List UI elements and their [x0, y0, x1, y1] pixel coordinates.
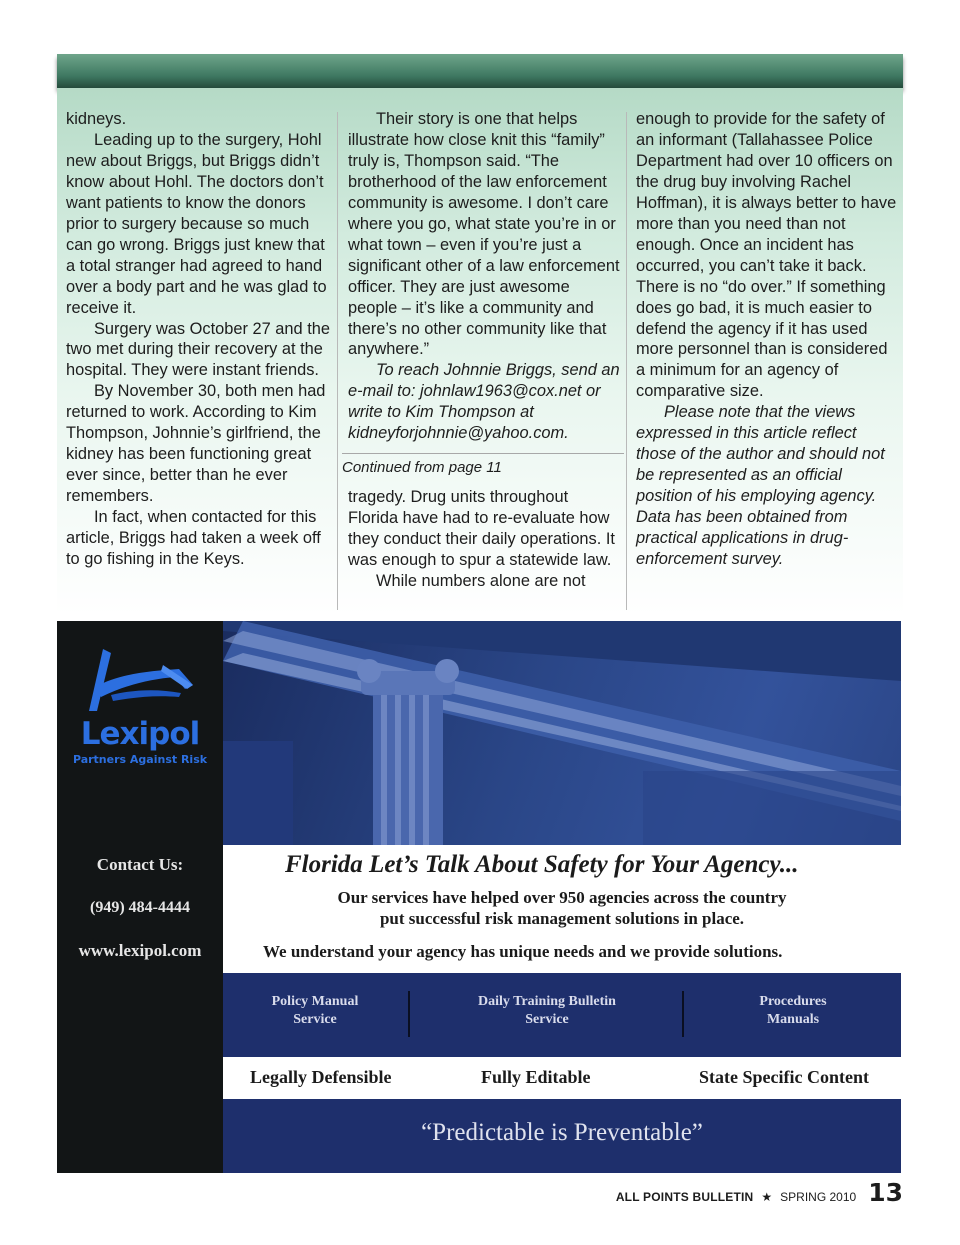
service-label: Service [293, 1012, 337, 1027]
paragraph: tragedy. Drug units throughout Florida have had to re-evaluate how they conduct their daily operations. It was enough to spur a statewide law. [348, 488, 615, 570]
header-band [57, 54, 903, 88]
slogan-bar [223, 1099, 901, 1173]
contact-heading: Contact Us: [96, 855, 184, 874]
paragraph: Leading up to the surgery, Hohl new about Briggs, but Briggs didn’t know about Hohl. The doctors don’t want patients to know the donors prior to surgery because so much can go wrong. Briggs just knew that a total stranger had agreed to hand over a body part and he was glad to receive it. [66, 130, 327, 317]
service-policy-manual[interactable] [245, 993, 385, 1029]
brand-tagline: Partners Against Risk [72, 753, 208, 766]
paragraph: kidneys. [66, 110, 127, 128]
paragraph: Surgery was October 27 and the two met during their recovery at the hospital. They were instant friends. [66, 319, 330, 380]
ad-subline: put successful risk management solutions in place. [379, 909, 745, 928]
paragraph: While numbers alone are not [376, 572, 586, 591]
column-divider [337, 112, 338, 610]
page-number: 13 [868, 1178, 903, 1207]
service-label: Manuals [766, 1012, 820, 1027]
service-label: Policy Manual [271, 994, 359, 1009]
ad-sidebar [57, 621, 223, 1173]
service-label: Service [525, 1012, 569, 1027]
article-column-3 [636, 109, 900, 570]
section-divider [342, 453, 624, 454]
page-footer [616, 1178, 903, 1208]
courthouse-column-icon [223, 621, 901, 845]
features-bar [223, 1057, 901, 1099]
service-procedures[interactable] [723, 993, 863, 1029]
ad-subline: Our services have helped over 950 agencies across the country [337, 888, 787, 907]
continued-label: Continued from page 11 [342, 459, 502, 477]
issue-season: SPRING 2010 [780, 1190, 857, 1204]
publication-name: ALL POINTS BULLETIN [615, 1190, 754, 1204]
article-column-2 [342, 109, 622, 592]
disclaimer: Please note that the views expressed in this article reflect those of the author and should not be represented as an official position of his employing agency. Data has been obtained from practical applications in drug-enforcement survey. [636, 403, 885, 569]
ad-message-panel [223, 845, 901, 973]
column-divider [626, 112, 627, 610]
lexipol-advertisement[interactable] [57, 621, 901, 1173]
contact-note: To reach Johnnie Briggs, send an e-mail to: johnlaw1963@cox.net or write to Kim Thompson at kidneyforjohnnie@yahoo.com. [348, 361, 620, 443]
feature-state-specific: State Specific Content [699, 1067, 869, 1087]
feature-legally-defensible: Legally Defensible [250, 1067, 392, 1087]
article-column-1 [66, 109, 330, 570]
paragraph: By November 30, both men had returned to work. According to Kim Thompson, Johnnie’s girlfriend, the kidney has been functioning great ever since, better than he ever remembers. [66, 382, 326, 506]
ad-headline: Florida Let’s Talk About Safety for Your Agency... [285, 851, 799, 878]
lexipol-logo-icon [81, 645, 199, 715]
services-bar [223, 973, 901, 1057]
ad-slogan: “Predictable is Preventable” [421, 1119, 703, 1146]
service-daily-training[interactable] [428, 993, 666, 1029]
service-label: Daily Training Bulletin [478, 994, 616, 1009]
paragraph: enough to provide for the safety of an informant (Tallahassee Police Department had over 10 officers on the drug buy involving Rachel Hoffman), it is always better to have more than you need than not enough. Once an incident has occurred, you can’t take it back. There is no “do over.” If something does go bad, it is much easier to defend the agency if it has used more personnel than is considered a minimum for an agency of comparative size. [636, 110, 897, 401]
brand-name: Lexipol [80, 716, 200, 752]
phone-number[interactable]: (949) 484-4444 [90, 899, 190, 916]
service-label: Procedures [759, 994, 827, 1009]
service-divider [682, 991, 684, 1037]
star-icon: ★ [761, 1190, 773, 1204]
website-link[interactable]: www.lexipol.com [78, 941, 202, 960]
service-divider [408, 991, 410, 1037]
paragraph: Their story is one that helps illustrate how close knit this “family” truly is, Thompson said. “The brotherhood of the law enforcement community is awesome. I don’t care where you go, what state you’re in or what town – even if you’re just a significant other of a law enforcement officer. They are just awesome people – it’s like a community and there’s no other community like that anywhere.” [348, 110, 620, 359]
feature-fully-editable: Fully Editable [481, 1067, 591, 1087]
courthouse-photo [223, 621, 901, 845]
paragraph: In fact, when contacted for this article, Briggs had taken a week off to go fishing in the Keys. [66, 508, 321, 569]
ad-subline: We understand your agency has unique needs and we provide solutions. [263, 942, 783, 961]
